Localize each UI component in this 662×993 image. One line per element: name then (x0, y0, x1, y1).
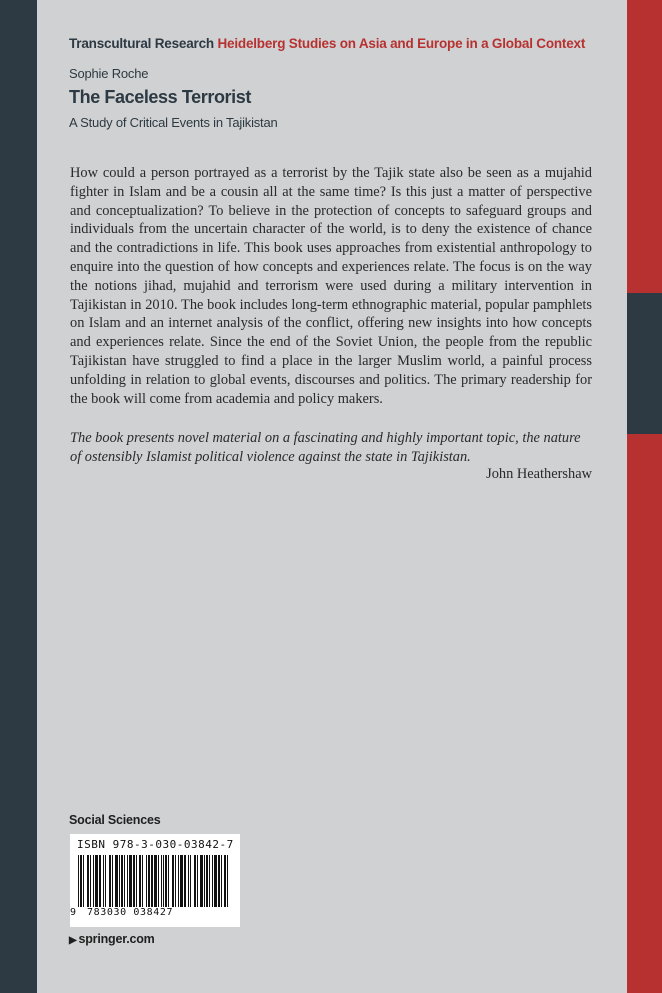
ean-digits: 783030 038427 (87, 907, 174, 918)
barcode-bar (133, 855, 135, 907)
barcode-bar (190, 855, 191, 907)
barcode-bar (165, 855, 167, 907)
barcode-bar (224, 855, 226, 907)
series-subtitle: Heidelberg Studies on Asia and Europe in a Global Context (217, 36, 586, 51)
barcode-bar (168, 855, 169, 907)
barcode-bar (184, 855, 186, 907)
barcode-bar (206, 855, 208, 907)
barcode-bar (139, 855, 141, 907)
barcode-bar (154, 855, 157, 907)
barcode-bar (151, 855, 153, 907)
barcode-bar (95, 855, 98, 907)
barcode-bar (121, 855, 123, 907)
publisher-link[interactable] (69, 932, 155, 946)
barcode-bar (127, 855, 128, 907)
barcode-bar (227, 855, 228, 907)
barcode-bar (105, 855, 106, 907)
barcode-bar (204, 855, 205, 907)
series-title (69, 36, 585, 51)
barcode-bar (83, 855, 84, 907)
endorsement-author: John Heathershaw (486, 466, 592, 482)
barcode-bar (180, 855, 183, 907)
book-blurb: How could a person portrayed as a terrorist by the Tajik state also be seen as a mujahid fighter in Islam and be a cousin all at the same time? Is this just a matter of perspective and conceptualization? To believe in the protection of concepts to safeguard groups and individuals from the uncertain character of the world, is to deny the existence of chance and the contradictions in life. This book uses approaches from existential anthropology to enquire into the question of how concepts and experiences relate. The focus is on the way the notions jihad, mujahid and terrorism were used during a military intervention in Tajikistan in 2010. The book includes long-term ethnographic material, popular pamphlets on Islam and an internet analysis of the conflict, offering new insights into how concepts and experiences relate. Since the end of the Soviet Union, the people from the republic Tajikistan have struggled to find a place in the larger Muslim world, a painful process unfolding in relation to global events, discourses and politics. The primary readership for the book will come from academia and policy makers. (70, 165, 592, 407)
barcode-bar (90, 855, 91, 907)
barcode-bar (197, 855, 198, 907)
barcode-bar (200, 855, 203, 907)
barcode-bar (87, 855, 89, 907)
barcode-bar (148, 855, 150, 907)
right-color-band (627, 0, 662, 993)
barcode-bar (93, 855, 94, 907)
book-author: Sophie Roche (69, 66, 149, 81)
isbn-label: ISBN 978-3-030-03842-7 (77, 838, 234, 851)
right-dark-segment (627, 293, 662, 434)
barcode-bar (112, 855, 113, 907)
barcode-bar (194, 855, 196, 907)
barcode-bar (124, 855, 125, 907)
barcode-bar (80, 855, 82, 907)
barcode-bar (218, 855, 220, 907)
barcode-bar (172, 855, 174, 907)
barcode-bar (78, 855, 79, 907)
barcode-bar (158, 855, 159, 907)
barcode-bar (103, 855, 104, 907)
barcode-bar (178, 855, 179, 907)
barcode-bar (221, 855, 222, 907)
left-color-band (0, 0, 37, 993)
barcode-bar (136, 855, 137, 907)
barcode-bar (99, 855, 101, 907)
barcode-bar (146, 855, 147, 907)
barcode-bar (209, 855, 210, 907)
barcode-bar (119, 855, 120, 907)
publisher-url: springer.com (78, 932, 155, 946)
barcode-bar (188, 855, 189, 907)
barcode-bar (161, 855, 162, 907)
barcode-bar (109, 855, 111, 907)
barcode-bar (214, 855, 217, 907)
endorsement-quote: The book presents novel material on a fascinating and highly important topic, the nature of ostensibly Islamist political violence against the state in Tajikistan. (70, 430, 581, 465)
barcode-bar (212, 855, 213, 907)
ean-first-digit: 9 (70, 907, 77, 918)
subject-category: Social Sciences (69, 813, 161, 827)
barcode-bar (115, 855, 118, 907)
barcode-bar (129, 855, 132, 907)
barcode-bar (163, 855, 164, 907)
arrow-right-icon: ▶ (69, 935, 77, 946)
series-name: Transcultural Research (69, 36, 214, 51)
barcode-bar (142, 855, 143, 907)
isbn-barcode-block (70, 834, 240, 927)
book-subtitle: A Study of Critical Events in Tajikistan (69, 115, 278, 130)
book-title: The Faceless Terrorist (69, 87, 251, 107)
barcode-bar (175, 855, 176, 907)
